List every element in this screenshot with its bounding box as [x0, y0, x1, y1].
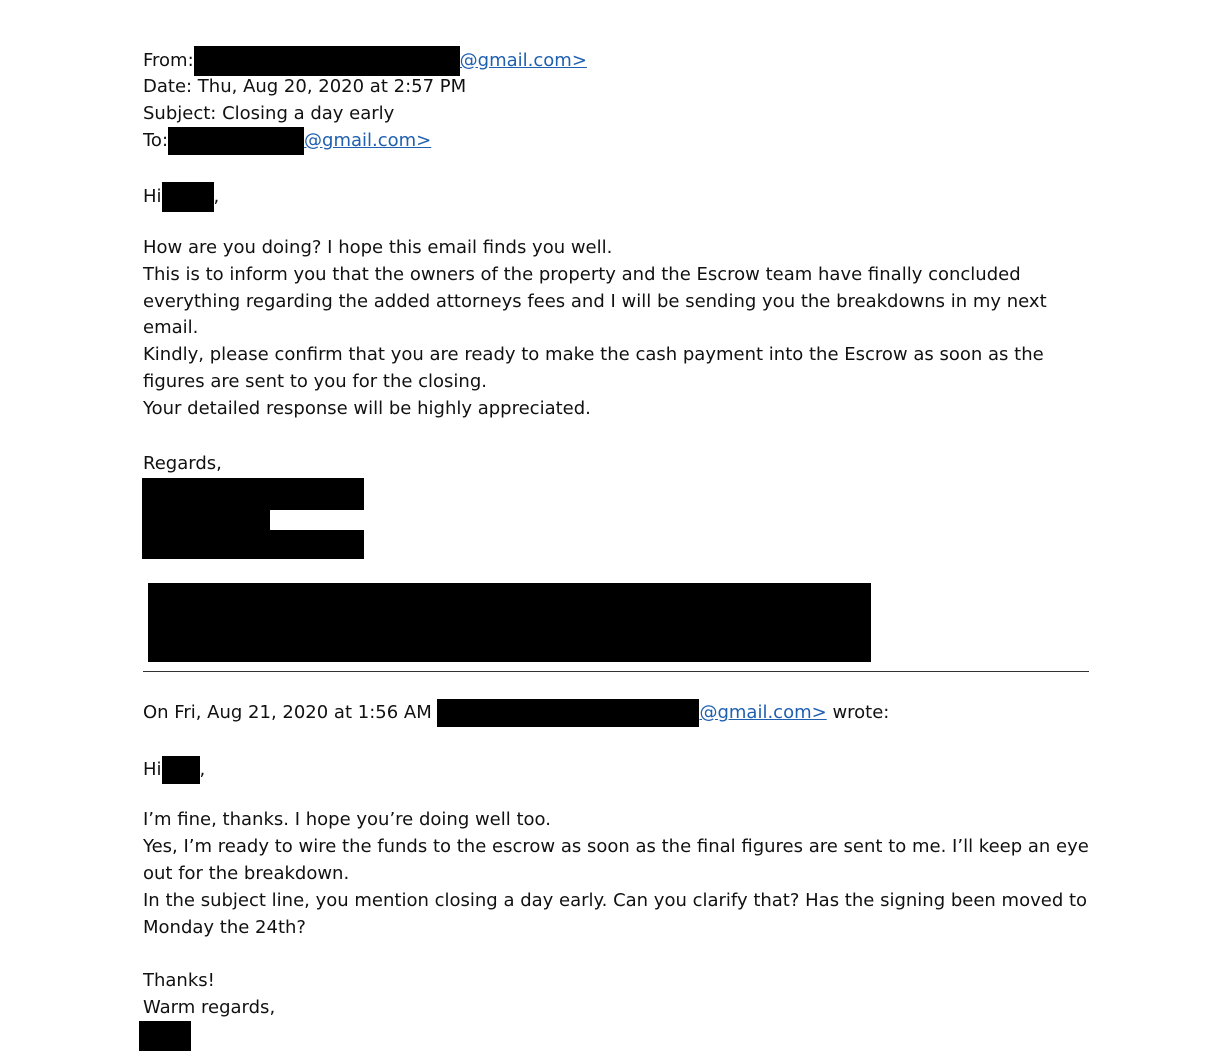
email-to-line [143, 127, 431, 155]
redacted-quote-sender [437, 699, 699, 727]
email2-closing-thanks: Thanks! [143, 970, 215, 991]
redacted-signature-details [148, 583, 871, 662]
email2-body-line: Monday the 24th? [143, 917, 306, 938]
redacted-greeting-name [162, 756, 200, 784]
greeting-hi: Hi [143, 759, 162, 780]
redacted-signature-top [142, 478, 364, 510]
quote-date: On Fri, Aug 21, 2020 at 1:56 AM [143, 702, 432, 723]
email1-body-line: figures are sent to you for the closing. [143, 371, 487, 392]
quote-header-line [143, 699, 889, 727]
email2-greeting [143, 756, 205, 784]
email1-body-line: Your detailed response will be highly appreciated. [143, 398, 591, 419]
email1-greeting [143, 182, 219, 212]
email1-body-line: How are you doing? I hope this email finds you well. [143, 237, 613, 258]
email2-body-line: Yes, I’m ready to wire the funds to the escrow as soon as the final figures are sent to me. I’ll keep an eye [143, 836, 1089, 857]
greeting-comma: , [199, 759, 206, 780]
email2-body-line: In the subject line, you mention closing a day early. Can you clarify that? Has the signing been moved to [143, 890, 1088, 911]
redacted-recipient-name [168, 127, 304, 155]
email-date-line: Date: Thu, Aug 20, 2020 at 2:57 PM [143, 76, 467, 97]
email-subject-line: Subject: Closing a day early [143, 103, 395, 124]
to-email-link[interactable]: @gmail.com> [304, 130, 432, 151]
email2-body-line: out for the breakdown. [143, 863, 350, 884]
email1-body-line: everything regarding the added attorneys fees and I will be sending you the breakdowns in my next [143, 291, 1047, 312]
email2-closing-regards: Warm regards, [143, 997, 276, 1018]
greeting-comma: , [213, 186, 220, 207]
redacted-signature-middle [142, 510, 270, 530]
email2-body-line: I’m fine, thanks. I hope you’re doing well too. [143, 809, 551, 830]
redacted-reply-signature [139, 1021, 191, 1051]
greeting-hi: Hi [143, 186, 162, 207]
from-label: From: [143, 50, 194, 71]
email1-body-line: This is to inform you that the owners of the property and the Escrow team have finally concluded [143, 264, 1021, 285]
email-from-line [143, 46, 587, 76]
redacted-greeting-name [162, 182, 214, 212]
quote-divider [143, 671, 1089, 672]
email1-body-line: email. [143, 317, 199, 338]
email1-body-line: Kindly, please confirm that you are ready to make the cash payment into the Escrow as soon as the [143, 344, 1044, 365]
quote-email-link[interactable]: @gmail.com> [699, 702, 827, 723]
redacted-sender-name [194, 46, 460, 76]
email1-closing: Regards, [143, 453, 222, 474]
from-email-link[interactable]: @gmail.com> [459, 50, 587, 71]
to-label: To: [143, 130, 169, 151]
quote-wrote: wrote: [826, 702, 890, 723]
redacted-signature-bottom [142, 530, 364, 559]
